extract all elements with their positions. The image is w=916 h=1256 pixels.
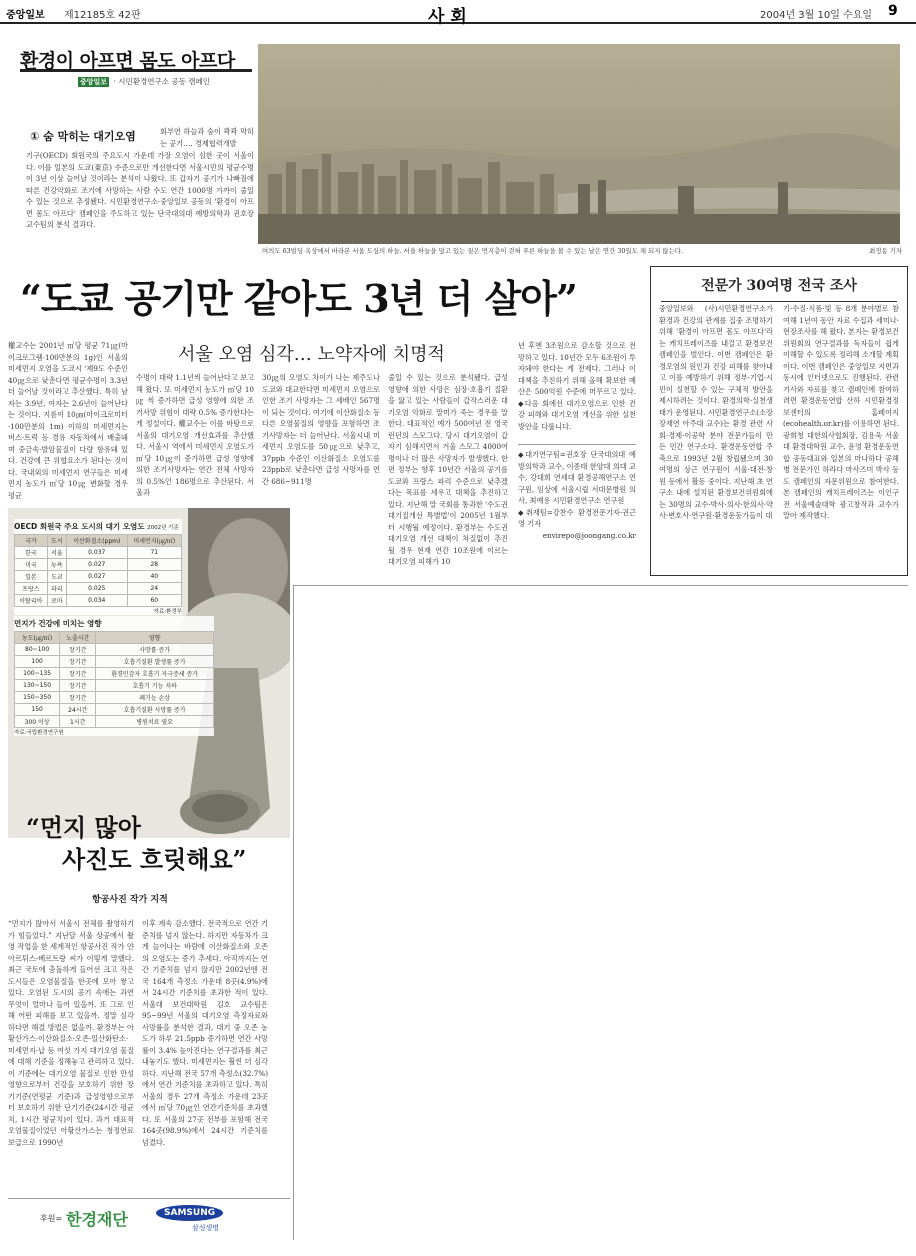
oecd-table-source: 자료:환경부 xyxy=(153,609,182,615)
series-banner xyxy=(20,46,252,72)
table-row xyxy=(15,559,182,571)
series-partner: 중앙일보 · 시민환경연구소 공동 캠페인 xyxy=(80,77,210,86)
newspaper-name: 중앙일보 xyxy=(6,10,45,21)
table-cell: 40 xyxy=(127,571,181,583)
table-header-cell: 도시 xyxy=(47,535,66,547)
samsung-logo: SAMSUNG xyxy=(156,1205,223,1221)
smog-skyline-image xyxy=(258,44,900,244)
oecd-pollution-table xyxy=(14,519,182,615)
table-header-cell: 노출시간 xyxy=(60,632,96,644)
dust-table-grid xyxy=(14,631,214,728)
main-col-2: 수명이 대략 1.1년씩 늘어난다고 보고해 왔다. 또 미세먼지 농도가 ㎥당 10㎍ 씩 증가하면 급성 영향에 의한 조기사망 위험이 대략 0.5% 증가한다는 게 정설이다. 權교수는 이를 바탕으로 서울의 대기오염 개선효과를 추산했다. 서울시 역에서 미세먼지 오염도가 ㎥당 10㎍이 증가하면 급성 영향에 의한 조기사망자는 연간 전체 사망자의 0.5%인 186명으로 추산된다. 서울과 xyxy=(136,373,254,497)
research-credits xyxy=(518,444,636,580)
table-cell: 100 xyxy=(15,656,60,668)
main-col-3: 30㎍의 오염도 차이가 나는 제주도나 도쿄와 대교한다면 미세먼지 오염으로 인한 조기 사망자는 그 세배인 567명이 되는 것이다. 여기에 이산화질소 등 다른 오염물질의 영향을 포함하면 조기사망자는 더 늘어난다. 서울시내 미세먼지 오염도를 50㎍으로 낮추고, 37ppb 수준인 이산화질소 오염도를 23ppb로 낮춘다면 급성 사망자를 연간 686~911명 xyxy=(262,373,380,486)
table-cell: 80~100 xyxy=(15,644,60,656)
dust-table-title: 먼지가 건강에 미치는 영향 xyxy=(14,619,102,628)
photographer-col-1: “먼지가 많아서 서울시 전체를 촬영하기가 힘들었다.” 지난달 서울 상공에서 촬영 작업을 한 세계적인 항공사진 작가 얀 아르튀스-베르트랑 씨가 이렇게 말했다. 최근 국토에 충돌하게 들어선 크고 작은 도시들은 오염물질을 한곳에 모아 쌓고 있다. 오염된 도시의 공기 속에는 과연 무엇이 얼마나 들어 있을까. 또 그로 인해 어떤 피해를 보고 있을까. 정말 심각하다면 해결 방법은 없을까. 환경부는 아황산가스·이산화질소·오존·일산화탄소·미세먼지·납 등 여섯 가지 대기오염 물질에 대해 기준을 정해놓고 관리하고 있다. 이 기준에는 대기오염 물질로 인한 만성영향으로부터 건강을 보호하기 위한 장기기준(연평균 기준)과 급성영향으로부터 보호하기 위한 단기기준(24시간 평균치, 1시간 평균치)이 있다. 과거 대표적 오염물질이었던 아황산가스는 청정연료 보급으로 1990년 xyxy=(8,919,134,1147)
table-row xyxy=(15,644,214,656)
main-subhead: 서울 오염 심각… 노약자에 치명적 xyxy=(178,344,445,365)
dust-table-source: 자료:국립환경연구원 xyxy=(14,730,64,736)
dust-health-table xyxy=(14,616,214,736)
table-row xyxy=(15,716,214,728)
sponsor-bar xyxy=(8,1198,290,1238)
table-cell: 병원치료 필요 xyxy=(96,716,214,728)
table-cell: 호흡기질환 발생률 증가 xyxy=(96,656,214,668)
table-cell: 100~135 xyxy=(15,668,60,680)
photo-credit: 최정동 기자 xyxy=(869,247,902,255)
main-headline: “도쿄 공기만 같아도 3년 더 살아” xyxy=(20,276,577,321)
table-cell: 71 xyxy=(127,547,181,559)
table-cell: 파리 xyxy=(47,583,66,595)
table-cell: 사망률 증가 xyxy=(96,644,214,656)
table-row xyxy=(15,656,214,668)
table-row xyxy=(15,680,214,692)
table-cell: 장기간 xyxy=(60,692,96,704)
table-cell: 장기간 xyxy=(60,656,96,668)
credit-email[interactable]: envirepo@joongang.co.kr xyxy=(542,530,636,540)
table-cell: 프랑스 xyxy=(15,583,48,595)
table-header-cell: 농도(㎍/㎥) xyxy=(15,632,60,644)
section-title: 사 회 xyxy=(428,7,467,27)
seoul-smog-photo xyxy=(258,44,900,244)
samsung-life-label: 삼성생명 xyxy=(192,1224,220,1232)
table-cell: 장기간 xyxy=(60,668,96,680)
main-col-4: 줄일 수 있는 것으로 분석됐다. 급성 영향에 의한 사망은 심장·호흡기 질환을 앓고 있는 사람들이 갑작스러운 대기오염 악화로 말미가 죽는 경우를 말한다. 대표적인 예가 500여년 전 영국 런던의 스모그다. 당시 대기오염이 갑자기 심해지면서 겨울 스모그 4000여명이나 더 많은 사망자가 발생했다. 한편 정부는 향후 10년간 서울의 공기를 도쿄와 프랑스 파리 수준으로 낮추겠다는 목표를 세우고 대책을 추진하고 있다. 지난해 말 국회를 통과한 '수도권 대기질개선 특별법'이 2005년 1월부터 시행될 예정이다. 환경부는 수도권 대기오염 개선 대책이 차질없이 추진될 경우 현재 연간 10조원에 이르는 대기오염 피해가 10 xyxy=(388,373,508,566)
intro-body: 기구(OECD) 회원국의 주요도시 가운데 가장 오염이 심한 곳이 서울이다. 이를 일본의 도쿄(東京) 수준으로만 개선한다면 서울시민의 평균수명이 3년 이상 늘어날 것이라는 분석이 나왔다. 또 갑자기 공기가 나빠짐에 따른 건강악화로 조기에 사망하는 사람 수도 연간 1000명 가까이 줄일 수 있는 것으로 추정됐다. 시민환경연구소·중앙일보 공동의 '환경이 아프면 몸도 아프다' 캠페인을 주도하고 있는 단국대의대 예방의학과 권호장 교수팀의 분석 결과다. xyxy=(26,151,254,229)
table-header-cell: 국가 xyxy=(15,535,48,547)
table-cell: 서울 xyxy=(47,547,66,559)
hankyung-foundation-logo: 한경재단 xyxy=(66,1210,128,1229)
credit-research-team: ◆대기연구팀=권호장 단국대의대 예방의학과 교수, 이종태 한양대 의대 교수, 강대희 연세대 환경공해연구소 연구원, 임상에 서울시립 서대문병원 의사, 최예용 시민환경연구소 연구원 xyxy=(518,450,636,505)
intro-lead: 회부연 하늘과 숨이 콱콱 막히는 공기…. 경제협력개발 xyxy=(160,127,254,148)
issue-number: 제12185호 42판 xyxy=(64,10,141,21)
table-row xyxy=(15,704,214,716)
intro-heading: ① 숨 막히는 대기오염 xyxy=(30,130,136,143)
table-cell: 로마 xyxy=(47,595,66,607)
survey-col-2: 기·수질·식품·빛 등 8개 분야별로 참여해 1년여 동안 자료 수집과 세미나·현장조사를 해 왔다. 본지는 환경보건위원회의 연구결과를 독자들이 쉽게 이해할 수 있도록 정리해 소개할 계획이다. 이번 캠페인은 중앙일보 지면과 동시에 인터넷으로도 진행된다. 관련 기사와 자료를 찾고 캠페인에 참여하려면 환경운동연합 산하 시민환경정보센터의 홈페이지(ecohealth.or.kr)를 이용하면 된다. 광희청 대한의사협회장, 김용욱 서울대 환경대학원 교수, 윤영 환경운동연합 공동대표와 일본의 마나하다 공해병 전문가인 하라다 마사즈미 박사 등도 캠페인의 자문위원으로 참여한다. 본 캠페인의 캐치프레이즈는 이인구 전 서울예술대학 광고창작과 교수가 말아 제작했다. xyxy=(783,304,899,520)
table-cell: 150~350 xyxy=(15,692,60,704)
table-cell: 한국 xyxy=(15,547,48,559)
table-cell: 미국 xyxy=(15,559,48,571)
table-cell: 1시간 xyxy=(60,716,96,728)
table-cell: 0.034 xyxy=(67,595,128,607)
credit-reporting-team: ◆취재팀=강찬수 환경전문기자·권근영 기자 xyxy=(518,507,636,528)
table-cell: 뉴욕 xyxy=(47,559,66,571)
table-cell: 24 xyxy=(127,583,181,595)
joongang-logo: 중앙일보 xyxy=(80,78,108,86)
main-col-1: 權교수는 2001년 ㎥당 평균 71㎍(마이크로그램·100만분의 1g)인 서울의 미세먼지 오염을 도쿄시 '제9도 수준인 40㎍으로 낮춘다면 평균수명이 3.3년 더 늘어날 것이라고 추산했다. 특히 남자는 3.9년, 여자는 2.6년이 늘어난다는 것이다. 지름이 10㎛(마이크로미터·100만분의 1m) 이하의 미세먼지는 버스·트럭 등 경유 자동차에서 배출돼며 중금속·발암물질이 다량 함유돼 있다. 건강에 큰 위협요소가 된다는 것이다. 국내외의 미세먼지 연구들은 미세먼지 농도가 ㎥당 10㎍ 변화할 경우 평균 xyxy=(8,341,128,500)
oecd-table-title xyxy=(14,519,182,534)
photographer-byline: 항공사진 작가 지적 xyxy=(92,895,168,905)
photographer-quote xyxy=(26,812,286,876)
table-cell: 130~150 xyxy=(15,680,60,692)
photo-caption: 여의도 63빌딩 옥상에서 바라본 서울 도심의 하늘. 서울 하늘을 덮고 있는 짙은 먼지층이 걷혀 푸른 하늘을 볼 수 있는 날은 연간 30일도 채 되지 않는다. xyxy=(262,247,683,255)
table-row xyxy=(15,668,214,680)
table-cell: 150 xyxy=(15,704,60,716)
table-cell: 장기간 xyxy=(60,680,96,692)
table-header-cell: 이산화질소(ppm) xyxy=(67,535,128,547)
table-cell: 28 xyxy=(127,559,181,571)
table-row xyxy=(15,595,182,607)
survey-box xyxy=(650,266,908,576)
table-header-cell: 영향 xyxy=(96,632,214,644)
table-cell: 0.027 xyxy=(67,571,128,583)
oecd-title-text: OECD 회원국 주요 도시의 대기 오염도 xyxy=(14,522,145,531)
table-cell: 24시간 xyxy=(60,704,96,716)
issue-date: 2004년 3월 10일 수요일 xyxy=(760,10,873,21)
table-row xyxy=(15,583,182,595)
table-cell: 0.037 xyxy=(67,547,128,559)
table-cell: 호흡기질환 사망률 증가 xyxy=(96,704,214,716)
main-col-5: 년 후엔 3조원으로 감소할 것으로 전망하고 있다. 10년간 모두 6조원이 투자돼야 한다는 게 전제다. 그러나 이 대책을 추진하기 위해 올해 확보한 예산은 500억원 수준에 머무르고 있다. ◆다음 회에선 대기오염으로 인한 건강 피해와 대기오염 개선을 위한 실천방안을 다룹니다. xyxy=(518,341,636,431)
page-number: 9 xyxy=(888,3,898,19)
blank-ad-area xyxy=(293,585,908,1240)
table-cell: 60 xyxy=(127,595,181,607)
table-cell: 이탈리아 xyxy=(15,595,48,607)
oecd-table-note: 2002년 기준 xyxy=(147,525,179,531)
survey-col-1: 중앙일보와 (사)시민환경연구소가 환경과 건강의 관계를 집중 조명하기 위해 '환경이 아프면 몸도 아프다'라는 캐치프레이즈를 내걸고 환경보건 캠페인을 벌인다. 이번 캠페인은 환경오염의 원인과 건강 피해를 찾아내고 이를 예방하기 위해 정부·기업·시민이 실천할 수 있는 구체적 방안을 제시하려는 것이다. 환경의학·실천생태가 운영된다. 시민환경연구소(소장 장재연 아주대 교수)는 환경 관련 사회·경제·이공학 분야 전문가들이 만든 민간 연구소다. 환경운동연합 주축으로 1993년 2월 창립됐으며 30여명의 상근 연구원이 서울·대전·창원 등에서 활동 중이다. 지난해 초 연구소 내에 설치된 환경보건위원회에는 30명의 교수·박사·의사·한의사·약사·변호사·연구원·환경운동가들이 대 xyxy=(659,304,773,520)
page-header xyxy=(0,0,916,27)
table-row xyxy=(15,692,214,704)
oecd-table-grid xyxy=(14,534,182,607)
table-cell: 환경민감자 호흡기 자극증세 증가 xyxy=(96,668,214,680)
table-cell: 폐기능 손상 xyxy=(96,692,214,704)
table-cell: 0.027 xyxy=(67,559,128,571)
quote-line-2: 사진도 흐릿해요” xyxy=(62,845,247,874)
table-cell: 도쿄 xyxy=(47,571,66,583)
table-cell: 호흡기 기능 저하 xyxy=(96,680,214,692)
table-cell: 0.025 xyxy=(67,583,128,595)
table-cell: 300 이상 xyxy=(15,716,60,728)
survey-title: 전문가 30여명 전국 조사 xyxy=(661,267,897,302)
quote-line-1: “먼지 많아 xyxy=(26,813,141,842)
series-title: 환경이 아프면 몸도 아프다 xyxy=(20,50,235,72)
sponsor-label: 후원= xyxy=(40,1214,63,1223)
table-cell: 일본 xyxy=(15,571,48,583)
table-header-cell: 미세먼지(㎍/㎥) xyxy=(127,535,181,547)
table-row xyxy=(15,547,182,559)
table-cell: 장기간 xyxy=(60,644,96,656)
photographer-col-2: 이후 계속 감소했다. 전국적으로 연간 기준치를 넘지 않는다. 하지만 자동차가 크게 늘어나는 바람에 이산화질소와 오존의 오염도는 증가 추세다. 아직까지는 연간 기준치를 넘지 않지만 2002년엔 전국 164개 측정소 가운데 8곳(4.9%)에서 24시간 기준치를 초과한 적이 있다. 서울대 보건대학원 김호 교수팀은 95~99년 서울의 대기오염 측정자료와 사망률을 분석한 결과, 대기 중 오존 농도가 하루 21.5ppb 증가하면 연간 사망률이 3.4% 높아진다는 연구결과를 최근 내놓기도 했다. 미세먼지는 훨씬 더 심각하다. 지난해 전국 57개 측정소(32.7%)에서 연간 기준치를 초과하고 있다. 특히 서울의 경우 27개 측정소 가운데 23곳에서 ㎥당 70㎍인 연간기준치를 초과했다. 또 서울의 27곳 전부를 포함해 전국 164곳(98.9%)에서 24시간 기준치를 넘겼다. xyxy=(142,919,268,1147)
table-row xyxy=(15,571,182,583)
